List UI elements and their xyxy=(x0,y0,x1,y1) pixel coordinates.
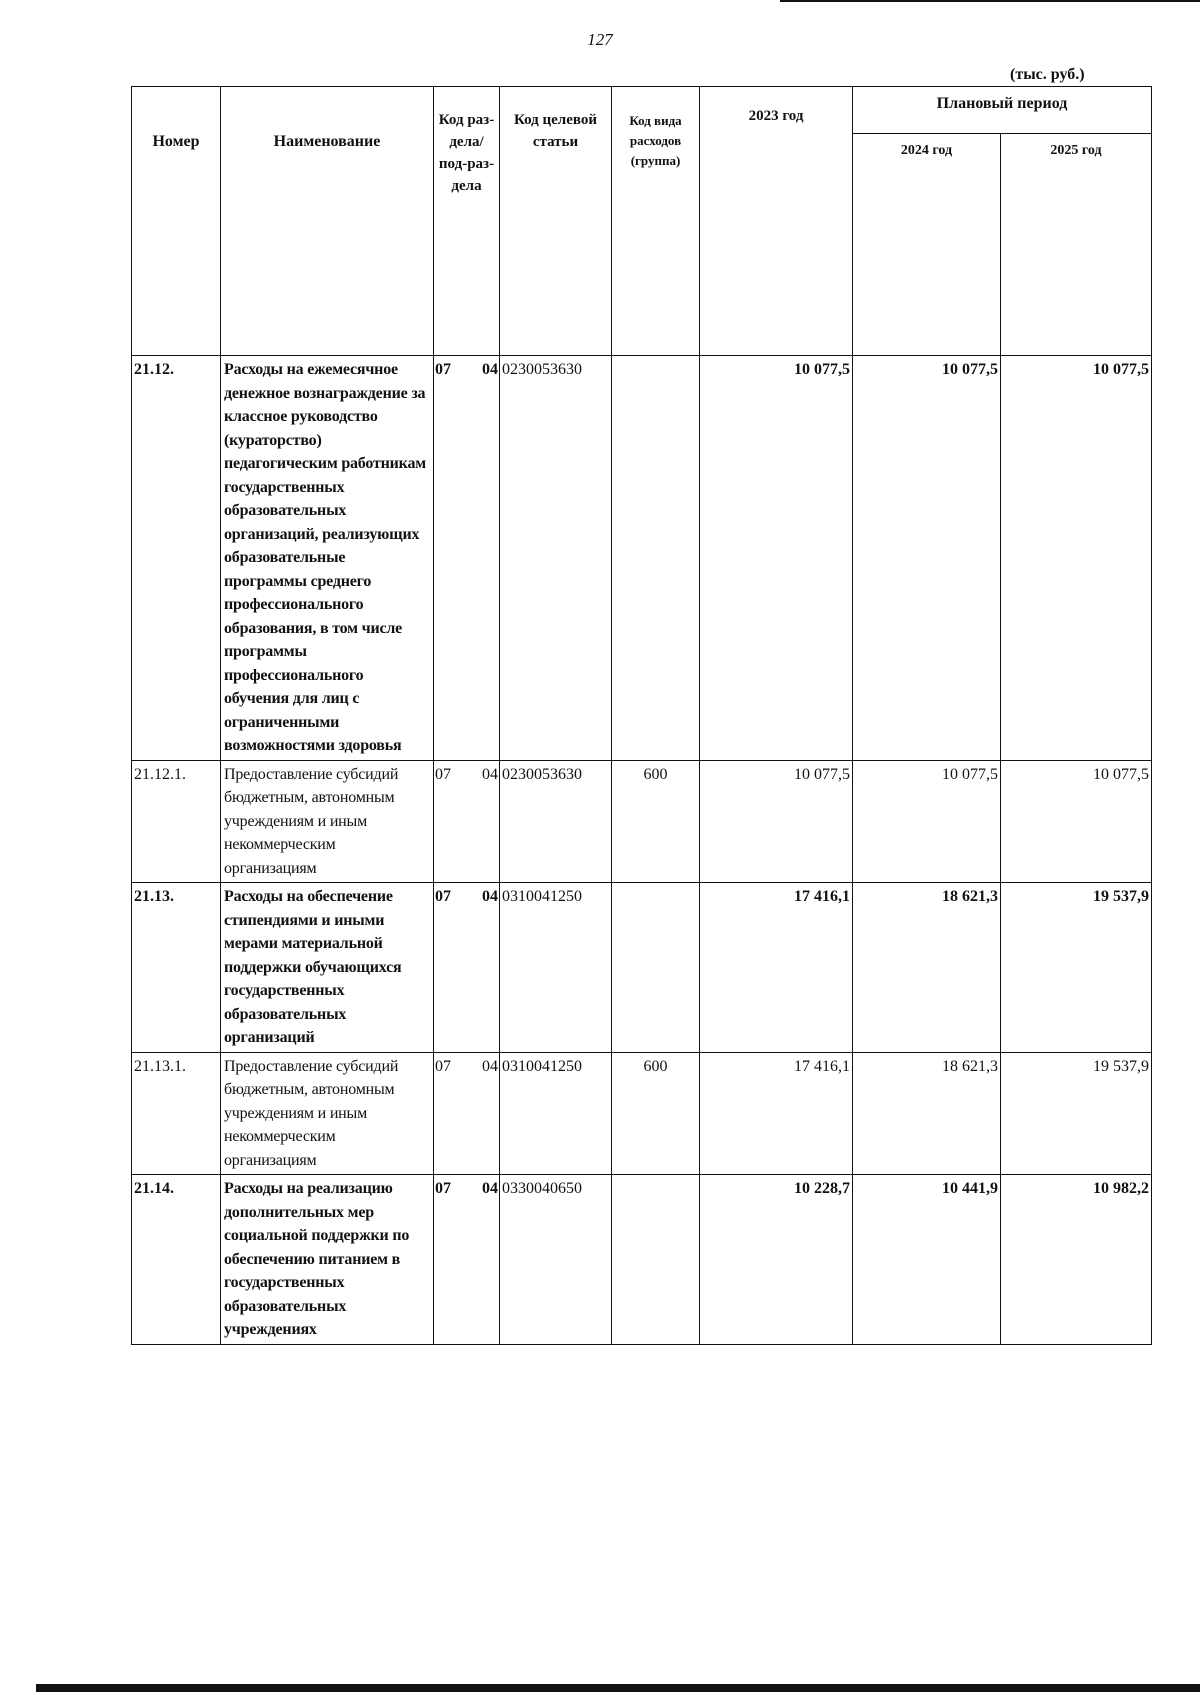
table-body xyxy=(132,356,1152,1345)
row-amount-2025: 10 982,2 xyxy=(1001,1175,1152,1345)
row-target: 0330040650 xyxy=(500,1175,612,1345)
row-expense-type xyxy=(612,356,700,761)
row-name: Предоставление субсидий бюджетным, автономным учреждениям и иным некоммерческим организациям xyxy=(221,760,434,883)
header-year-2023: 2023 год xyxy=(700,87,853,356)
row-name: Предоставление субсидий бюджетным, автономным учреждениям и иным некоммерческим организациям xyxy=(221,1052,434,1175)
row-amount-2023: 10 077,5 xyxy=(700,356,853,761)
row-amount-2023: 17 416,1 xyxy=(700,1052,853,1175)
header-name: Наименование xyxy=(221,87,434,356)
row-number: 21.14. xyxy=(132,1175,221,1345)
row-number: 21.12.1. xyxy=(132,760,221,883)
row-amount-2024: 18 621,3 xyxy=(853,1052,1001,1175)
row-name: Расходы на реализацию дополнительных мер социальной поддержки по обеспечению питанием в государственных образовательных учреждениях xyxy=(221,1175,434,1345)
row-section: 07 xyxy=(434,356,468,761)
row-amount-2025: 10 077,5 xyxy=(1001,356,1152,761)
header-year-2024: 2024 год xyxy=(853,134,1001,356)
row-subsection: 04 xyxy=(468,1052,500,1175)
row-name: Расходы на обеспечение стипендиями и иными мерами материальной поддержки обучающихся государственных образовательных организаций xyxy=(221,883,434,1053)
row-amount-2023: 10 077,5 xyxy=(700,760,853,883)
bottom-rule xyxy=(36,1684,1200,1692)
row-section: 07 xyxy=(434,1175,468,1345)
row-subsection: 04 xyxy=(468,883,500,1053)
budget-table xyxy=(131,86,1152,1345)
row-number: 21.13. xyxy=(132,883,221,1053)
row-expense-type: 600 xyxy=(612,760,700,883)
row-section: 07 xyxy=(434,760,468,883)
row-amount-2024: 18 621,3 xyxy=(853,883,1001,1053)
row-amount-2025: 19 537,9 xyxy=(1001,1052,1152,1175)
page-number: 127 xyxy=(587,30,613,49)
header-expense-type: Код вида расходов (группа) xyxy=(612,87,700,356)
table-row xyxy=(132,760,1152,883)
header-target: Код целевой статьи xyxy=(500,87,612,356)
row-expense-type: 600 xyxy=(612,1052,700,1175)
table-row xyxy=(132,883,1152,1053)
row-target: 0310041250 xyxy=(500,1052,612,1175)
row-subsection: 04 xyxy=(468,1175,500,1345)
row-target: 0230053630 xyxy=(500,760,612,883)
row-amount-2025: 19 537,9 xyxy=(1001,883,1152,1053)
table-row xyxy=(132,1052,1152,1175)
table-row xyxy=(132,356,1152,761)
row-name: Расходы на ежемесячное денежное вознаграждение за классное руководство (кураторство) педагогическим работникам государственных образовательных организаций, реализующих образовательные программы среднего профессионального образования, в том числе программы профессионального обучения для лиц с ограниченными возможностями здоровья xyxy=(221,356,434,761)
row-amount-2023: 10 228,7 xyxy=(700,1175,853,1345)
table-header xyxy=(132,87,1152,356)
header-year-2025: 2025 год xyxy=(1001,134,1152,356)
row-number: 21.12. xyxy=(132,356,221,761)
header-number: Номер xyxy=(132,87,221,356)
row-amount-2024: 10 441,9 xyxy=(853,1175,1001,1345)
row-amount-2023: 17 416,1 xyxy=(700,883,853,1053)
row-expense-type xyxy=(612,883,700,1053)
row-section: 07 xyxy=(434,1052,468,1175)
table-row xyxy=(132,1175,1152,1345)
row-subsection: 04 xyxy=(468,356,500,761)
header-plan-period: Плановый период xyxy=(853,87,1152,134)
row-amount-2024: 10 077,5 xyxy=(853,356,1001,761)
row-target: 0230053630 xyxy=(500,356,612,761)
top-rule xyxy=(780,0,1200,2)
row-number: 21.13.1. xyxy=(132,1052,221,1175)
row-amount-2024: 10 077,5 xyxy=(853,760,1001,883)
row-subsection: 04 xyxy=(468,760,500,883)
header-section: Код раз-дела/ под-раз-дела xyxy=(434,87,500,356)
row-expense-type xyxy=(612,1175,700,1345)
row-section: 07 xyxy=(434,883,468,1053)
row-amount-2025: 10 077,5 xyxy=(1001,760,1152,883)
unit-label: (тыс. руб.) xyxy=(1010,66,1085,83)
row-target: 0310041250 xyxy=(500,883,612,1053)
